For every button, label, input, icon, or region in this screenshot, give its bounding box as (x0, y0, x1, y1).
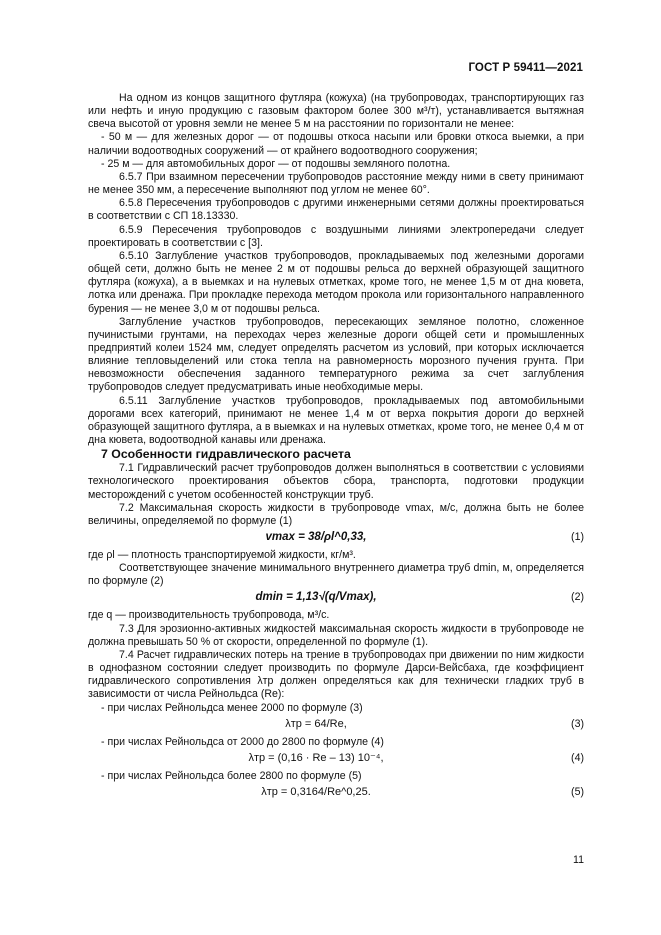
formula-3 (88, 717, 584, 733)
formula-expression: λтр = 64/Re, (285, 717, 347, 730)
list-item: - при числах Рейнольдса менее 2000 по формуле (3) (101, 701, 363, 714)
paragraph: Заглубление участков трубопроводов, пересекающих земляное полотно, сложенное пучинистыми грунтами, на переходах через железные дороги общей сети и промышленных предприятий колеи 1524 мм, следует определять расчетом из условий, при которых исключается влияние тепловыделений или стока тепла на равномерность морозного пучения грунта. При невозможности обеспечения заданного температурного режима за счет заглубления трубопроводов следует предусматривать иные необходимые меры. (88, 315, 584, 394)
clause-7-1: 7.1 Гидравлический расчет трубопроводов должен выполняться в соответствии с условиями технологического проектирования объектов сбора, транспорта, подготовки продукции месторождений с учетом особенностей конструкции труб. (88, 462, 584, 501)
list-item: - 50 м — для железных дорог — от подошвы откоса насыпи или бровки откоса выемки, а при наличии водоотводных сооружений — от крайнего водоотводного сооружения; (88, 131, 584, 157)
formula-4 (88, 751, 584, 767)
clause-7-3: 7.3 Для эрозионно-активных жидкостей максимальная скорость жидкости в трубопроводе не должна превышать 50 % от скорости, определенной по формуле (1). (88, 622, 584, 648)
formula-2 (88, 590, 584, 606)
formula-explanation: где ρl — плотность транспортируемой жидкости, кг/м³. (88, 549, 356, 561)
page-number: 11 (573, 854, 584, 866)
clause-6-5-8: 6.5.8 Пересечения трубопроводов с другими инженерными сетями должны проектироваться в соответствии с СП 18.13330. (88, 197, 584, 223)
clause-7-4: 7.4 Расчет гидравлических потерь на трение в трубопроводах при движении по ним жидкости в однофазном состоянии следует производить по формуле Дарси-Вейсбаха, где коэффициент гидравлического сопротивления λтр должен определяться как для технически гладких труб в зависимости от числа Рейнольдса (Re): (88, 648, 584, 701)
formula-1 (88, 530, 584, 546)
paragraph: Соответствующее значение минимального внутреннего диаметра труб dmin, м, определяется по формуле (2) (88, 562, 584, 588)
clause-6-5-7: 6.5.7 При взаимном пересечении трубопроводов расстояние между ними в свету принимают не менее 350 мм, а пересечение выполняют под углом не менее 60°. (88, 170, 584, 197)
paragraph: На одном из концов защитного футляра (кожуха) (на трубопроводах, транспортирующих газ или нефть и иную продукцию с газовым фактором более 300 м³/т), устанавливается вытяжная свеча высотой от уровня земли не менее 5 м на расстоянии по горизонтали не менее: (88, 92, 584, 131)
document-code-header: ГОСТ Р 59411—2021 (468, 62, 583, 74)
list-item: - при числах Рейнольдса от 2000 до 2800 по формуле (4) (101, 735, 384, 748)
formula-5 (88, 785, 584, 801)
list-item: - при числах Рейнольдса более 2800 по формуле (5) (101, 769, 362, 782)
formula-expression: λтр = 0,3164/Re^0,25. (261, 786, 371, 799)
formula-number: (3) (571, 717, 584, 730)
formula-number: (5) (571, 786, 584, 799)
formula-number: (4) (571, 751, 584, 764)
list-item: - 25 м — для автомобильных дорог — от подошвы земляного полотна. (101, 157, 451, 170)
formula-expression: λтр = (0,16 · Re – 13) 10⁻⁴, (248, 751, 384, 764)
clause-7-2: 7.2 Максимальная скорость жидкости в трубопроводе vmax, м/с, должна быть не более величины, определяемой по формуле (1) (88, 501, 584, 527)
document-body (88, 92, 584, 804)
formula-expression: vmax = 38/ρl^0,33, (265, 531, 367, 543)
formula-number: (1) (571, 531, 584, 543)
section-title: 7 Особенности гидравлического расчета (101, 447, 351, 462)
clause-6-5-10: 6.5.10 Заглубление участков трубопроводов, прокладываемых под железными дорогами общей сети, должно быть не менее 2 м от подошвы рельса до верхней образующей защитного футляра (кожуха), а в выемках и на нулевых отметках, кроме того, не менее 1,5 м от дна кювета, лотка или дренажа. При прокладке перехода методом прокола или горизонтального направленного бурения — не менее 3,0 м от подошвы рельса. (88, 249, 584, 315)
clause-6-5-11: 6.5.11 Заглубление участков трубопроводов, прокладываемых под автомобильными дорогами всех категорий, принимают не менее 1,4 м от верха покрытия дороги до верхней образующей защитного футляра, а в выемках и на нулевых отметках, кроме того, не менее 0,4 м от дна кювета, водоотводной канавы или дренажа. (88, 394, 584, 447)
formula-number: (2) (571, 591, 584, 604)
clause-6-5-9: 6.5.9 Пересечения трубопроводов с воздушными линиями электропередачи следует проектировать в соответствии с [3]. (88, 223, 584, 249)
formula-explanation: где q — производительность трубопровода, м³/с. (88, 609, 330, 622)
formula-expression: dmin = 1,13√(q/Vmax), (255, 591, 377, 604)
